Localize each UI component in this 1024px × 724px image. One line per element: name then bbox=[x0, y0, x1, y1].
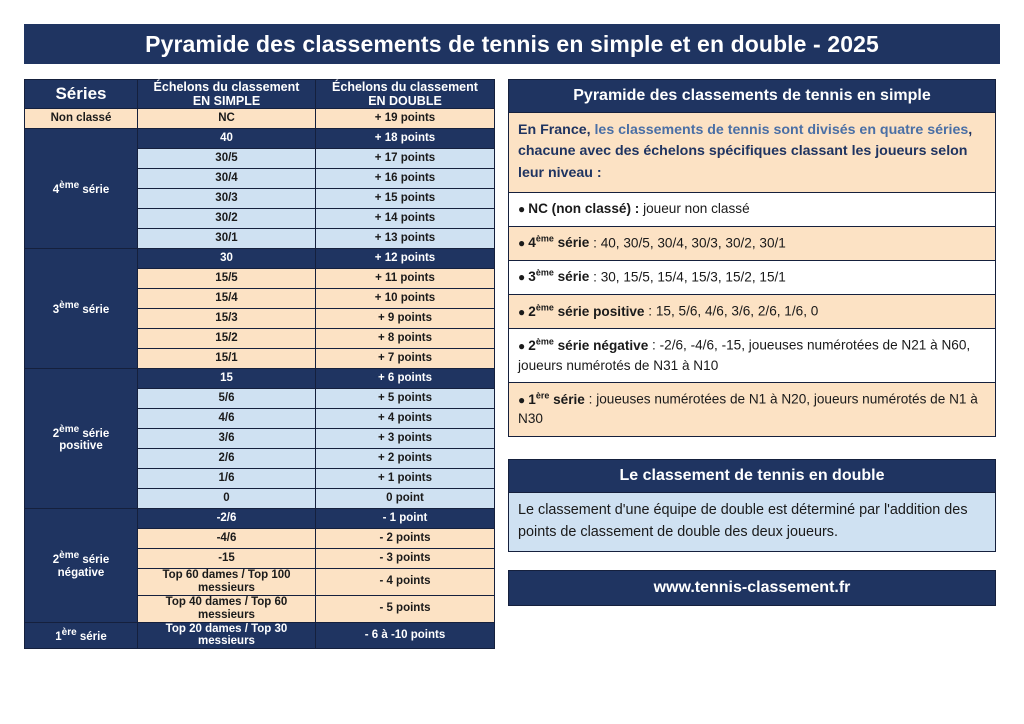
double-points-cell: + 6 points bbox=[316, 369, 495, 389]
double-panel-text: Le classement d'une équipe de double est déterminé par l'addition des points de classement de double des deux joueurs. bbox=[509, 493, 995, 551]
double-points-cell: + 15 points bbox=[316, 189, 495, 209]
main-title-banner bbox=[24, 24, 1000, 64]
series-cell: 3ème série bbox=[25, 249, 138, 369]
info-panels-column bbox=[508, 79, 996, 606]
double-points-cell: - 5 points bbox=[316, 595, 495, 622]
double-points-cell: + 11 points bbox=[316, 269, 495, 289]
simple-rank-cell: 30/3 bbox=[138, 189, 316, 209]
rankings-table bbox=[24, 79, 495, 649]
simple-rank-cell: 5/6 bbox=[138, 389, 316, 409]
series-bullet-item bbox=[509, 382, 995, 436]
simple-rank-cell: -15 bbox=[138, 549, 316, 569]
series-bullet-item bbox=[509, 192, 995, 226]
table-body bbox=[25, 109, 495, 649]
panel-spacer-2 bbox=[508, 552, 996, 570]
column-header-double-line2: EN DOUBLE bbox=[368, 94, 442, 108]
column-header-simple-line2: EN SIMPLE bbox=[192, 94, 261, 108]
double-points-cell: + 5 points bbox=[316, 389, 495, 409]
series-bullet-list bbox=[509, 192, 995, 436]
double-points-cell: 0 point bbox=[316, 489, 495, 509]
simple-rank-cell: 3/6 bbox=[138, 429, 316, 449]
double-points-cell: + 16 points bbox=[316, 169, 495, 189]
simple-rank-cell: 15/3 bbox=[138, 309, 316, 329]
simple-rank-cell: 15/5 bbox=[138, 269, 316, 289]
double-points-cell: + 17 points bbox=[316, 149, 495, 169]
table-row bbox=[25, 369, 495, 389]
simple-rank-cell: Top 40 dames / Top 60 messieurs bbox=[138, 595, 316, 622]
column-header-simple bbox=[138, 80, 316, 109]
series-bullet-item bbox=[509, 328, 995, 382]
bullet-text: joueur non classé bbox=[639, 200, 750, 216]
simple-panel-heading: Pyramide des classements de tennis en simple bbox=[508, 79, 996, 113]
bullet-label: 4ème série bbox=[528, 233, 590, 251]
series-bullet-item bbox=[509, 226, 995, 260]
series-bullet-item bbox=[509, 294, 995, 328]
double-points-cell: + 10 points bbox=[316, 289, 495, 309]
simple-rank-cell: NC bbox=[138, 109, 316, 129]
intro-lead: En France, bbox=[518, 122, 595, 138]
bullet-icon: ● bbox=[518, 236, 526, 251]
bullet-icon: ● bbox=[518, 270, 526, 285]
bullet-icon: ● bbox=[518, 304, 526, 319]
double-points-cell: - 4 points bbox=[316, 569, 495, 596]
bullet-text: : 15, 5/6, 4/6, 3/6, 2/6, 1/6, 0 bbox=[644, 303, 819, 319]
bullet-text: : 40, 30/5, 30/4, 30/3, 30/2, 30/1 bbox=[589, 235, 786, 251]
website-url-bar[interactable] bbox=[508, 570, 996, 606]
intro-accent: les classements de tennis sont divisés en quatre séries bbox=[594, 122, 969, 138]
table-row bbox=[25, 129, 495, 149]
simple-rank-cell: 30 bbox=[138, 249, 316, 269]
double-points-cell: + 9 points bbox=[316, 309, 495, 329]
series-cell: 2ème série positive bbox=[25, 369, 138, 509]
simple-rank-cell: 15/4 bbox=[138, 289, 316, 309]
simple-rank-cell: 30/5 bbox=[138, 149, 316, 169]
panel-spacer-1 bbox=[508, 437, 996, 459]
simple-rank-cell: 0 bbox=[138, 489, 316, 509]
bullet-label: NC (non classé) : bbox=[528, 200, 640, 216]
table-row bbox=[25, 249, 495, 269]
table-row bbox=[25, 109, 495, 129]
simple-rank-cell: -2/6 bbox=[138, 509, 316, 529]
table-row bbox=[25, 622, 495, 649]
series-cell: 1ère série bbox=[25, 622, 138, 649]
series-cell: 4ème série bbox=[25, 129, 138, 249]
series-cell: Non classé bbox=[25, 109, 138, 129]
double-points-cell: - 3 points bbox=[316, 549, 495, 569]
bullet-label: 1ère série bbox=[528, 390, 585, 407]
double-points-cell: + 3 points bbox=[316, 429, 495, 449]
double-points-cell: + 1 points bbox=[316, 469, 495, 489]
double-panel-heading: Le classement de tennis en double bbox=[508, 459, 996, 493]
column-header-double-line1: Échelons du classement bbox=[332, 80, 478, 94]
double-points-cell: + 18 points bbox=[316, 129, 495, 149]
bullet-text: : -2/6, -4/6, -15, joueuses numérotées de N21 à N60, joueurs numérotés de N31 à N10 bbox=[518, 337, 971, 373]
simple-rank-cell: 15/1 bbox=[138, 349, 316, 369]
column-header-simple-line1: Échelons du classement bbox=[153, 80, 300, 94]
simple-rank-cell: 15/2 bbox=[138, 329, 316, 349]
table-row bbox=[25, 509, 495, 529]
double-points-cell: + 13 points bbox=[316, 229, 495, 249]
bullet-label: 3ème série bbox=[528, 267, 590, 285]
main-title: Pyramide des classements de tennis en simple et en double - 2025 bbox=[145, 30, 879, 57]
simple-rank-cell: 30/2 bbox=[138, 209, 316, 229]
bullet-label: 2ème série négative bbox=[528, 336, 649, 353]
website-url: www.tennis-classement.fr bbox=[653, 579, 851, 597]
simple-panel-intro bbox=[509, 113, 995, 192]
double-points-cell: + 19 points bbox=[316, 109, 495, 129]
simple-panel-box bbox=[508, 113, 996, 437]
simple-rank-cell: Top 20 dames / Top 30 messieurs bbox=[138, 622, 316, 649]
bullet-text: : 30, 15/5, 15/4, 15/3, 15/2, 15/1 bbox=[589, 269, 786, 285]
double-points-cell: - 2 points bbox=[316, 529, 495, 549]
table-header-row bbox=[25, 80, 495, 109]
double-points-cell: - 1 point bbox=[316, 509, 495, 529]
double-points-cell: + 2 points bbox=[316, 449, 495, 469]
simple-rank-cell: Top 60 dames / Top 100 messieurs bbox=[138, 569, 316, 596]
double-points-cell: + 8 points bbox=[316, 329, 495, 349]
simple-rank-cell: 1/6 bbox=[138, 469, 316, 489]
double-points-cell: + 4 points bbox=[316, 409, 495, 429]
double-points-cell: + 12 points bbox=[316, 249, 495, 269]
bullet-icon: ● bbox=[518, 201, 526, 216]
double-points-cell: - 6 à -10 points bbox=[316, 622, 495, 649]
table-header bbox=[25, 80, 495, 109]
simple-rank-cell: 15 bbox=[138, 369, 316, 389]
simple-rank-cell: -4/6 bbox=[138, 529, 316, 549]
double-points-cell: + 14 points bbox=[316, 209, 495, 229]
double-points-cell: + 7 points bbox=[316, 349, 495, 369]
column-header-series: Séries bbox=[25, 80, 138, 109]
simple-rank-cell: 40 bbox=[138, 129, 316, 149]
series-bullet-item bbox=[509, 260, 995, 294]
bullet-text: : joueuses numérotées de N1 à N20, joueurs numérotés de N1 à N30 bbox=[518, 391, 978, 427]
double-panel-box bbox=[508, 493, 996, 552]
simple-rank-cell: 4/6 bbox=[138, 409, 316, 429]
bullet-icon: ● bbox=[518, 338, 526, 353]
simple-rank-cell: 2/6 bbox=[138, 449, 316, 469]
intro-tail: , chacune avec des échelons spécifiques classant les joueurs selon leur niveau : bbox=[518, 122, 973, 181]
series-cell: 2ème série négative bbox=[25, 509, 138, 623]
simple-rank-cell: 30/1 bbox=[138, 229, 316, 249]
content-columns bbox=[24, 79, 1000, 649]
column-header-double bbox=[316, 80, 495, 109]
rankings-table-column bbox=[24, 79, 494, 649]
simple-rank-cell: 30/4 bbox=[138, 169, 316, 189]
bullet-icon: ● bbox=[518, 392, 526, 407]
bullet-label: 2ème série positive bbox=[528, 302, 645, 319]
